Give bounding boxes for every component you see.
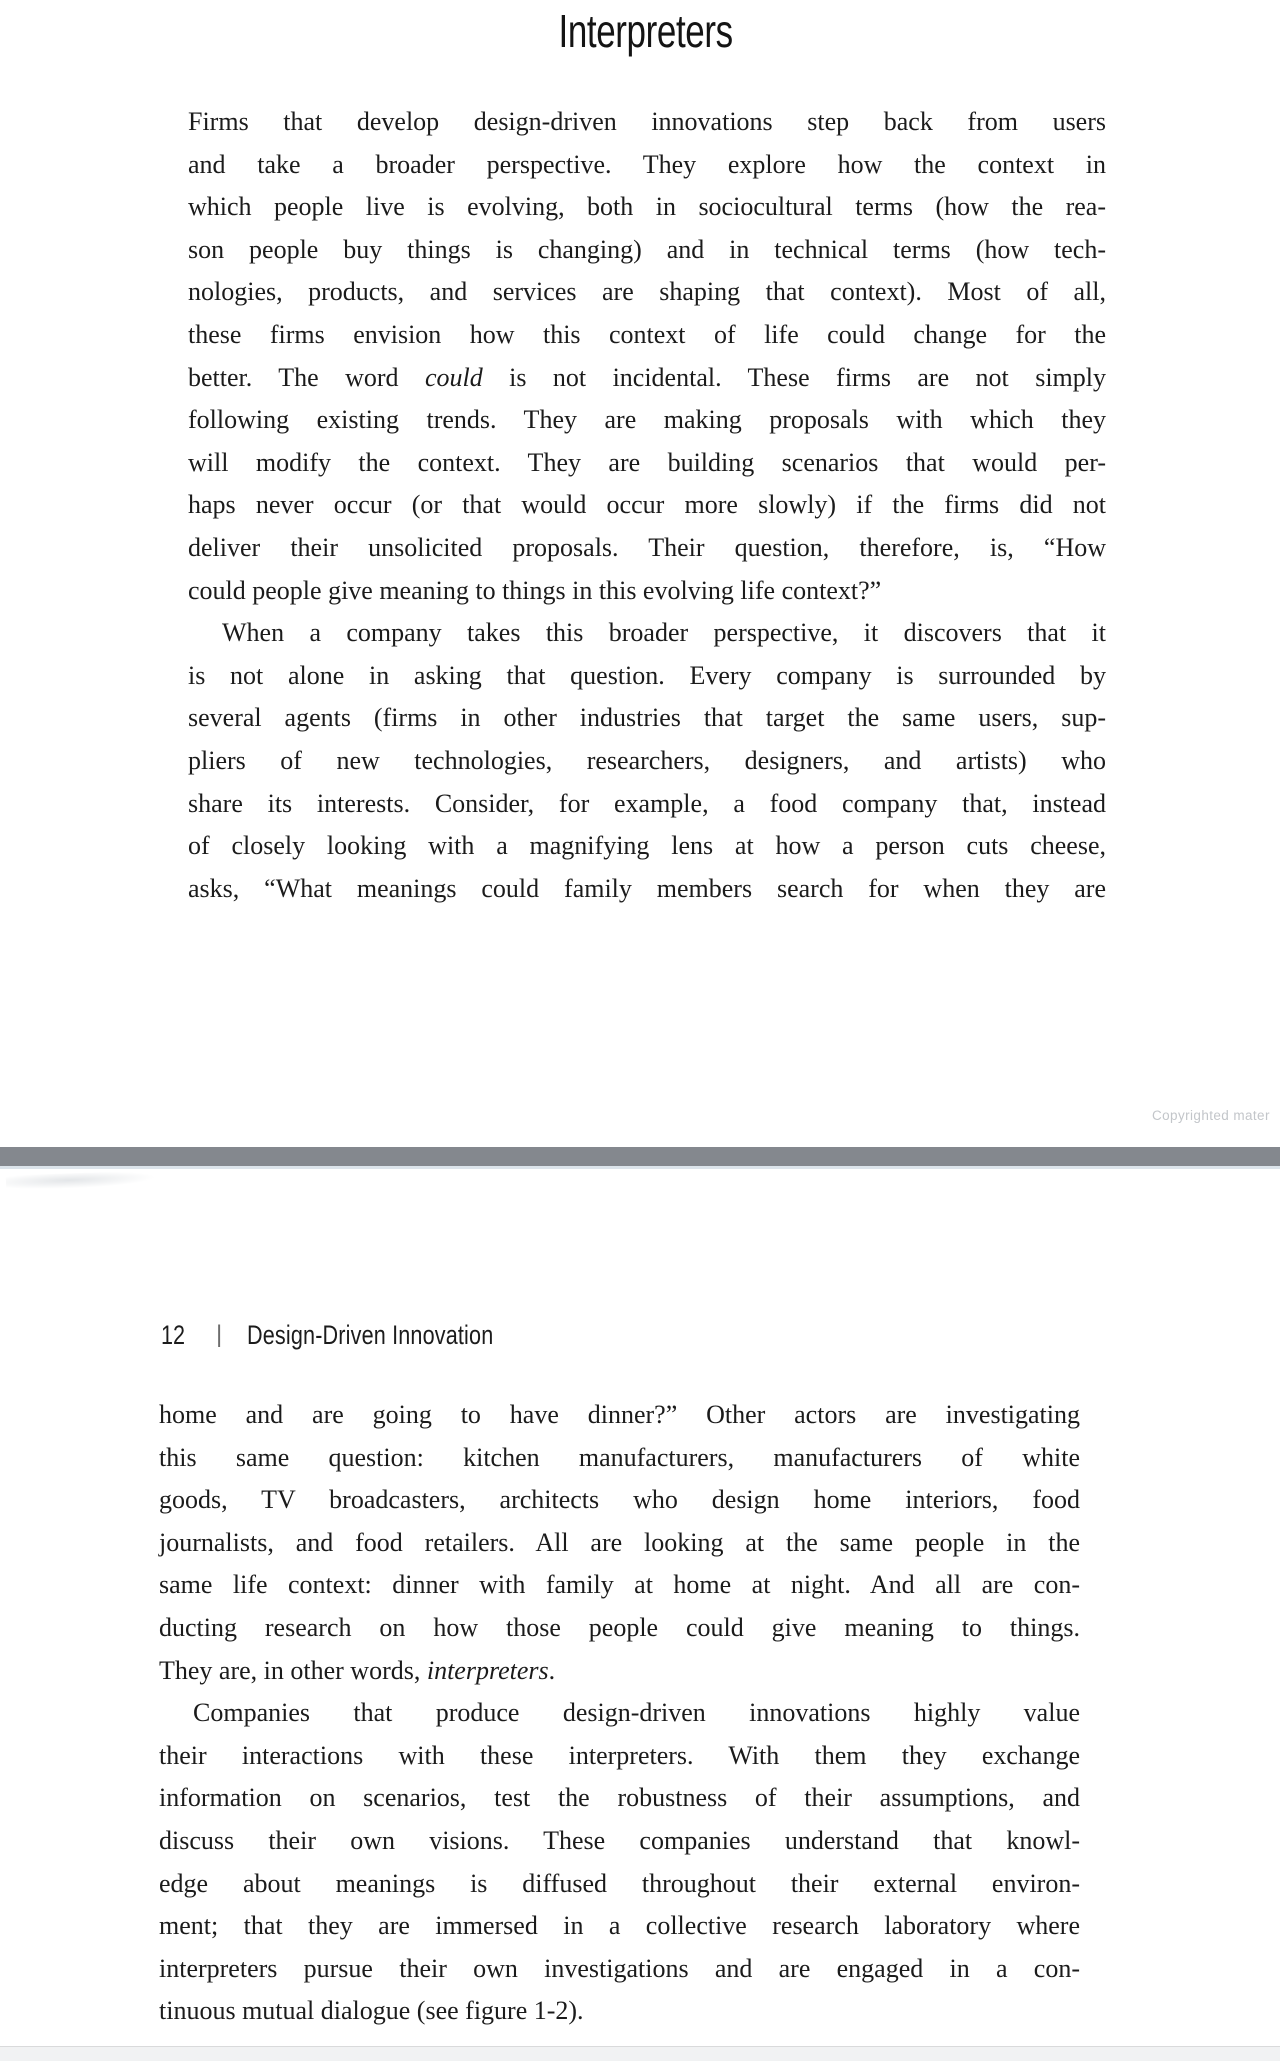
text-line: Companies that produce design-driven innovations highly value	[193, 1698, 1080, 1728]
page-divider-bar	[0, 1147, 1280, 1169]
italic-word: could	[424, 362, 483, 392]
text-line: discuss their own visions. These companies understand that knowl-	[159, 1825, 1080, 1855]
text-line	[159, 1650, 1080, 1693]
text-line: is not alone in asking that question. Every company is surrounded by	[188, 660, 1106, 690]
text-line: this same question: kitchen manufacturers, manufacturers of white	[159, 1442, 1080, 1472]
text-line: pliers of new technologies, researchers, designers, and artists) who	[188, 745, 1106, 775]
text-line: which people live is evolving, both in sociocultural terms (how the rea-	[188, 192, 1106, 222]
header-separator: |	[216, 1321, 223, 1348]
text-line: ducting research on how those people could give meaning to things.	[159, 1612, 1080, 1642]
text-line: son people buy things is changing) and in technical terms (how tech-	[188, 234, 1106, 264]
text-line: interpreters pursue their own investigations and are engaged in a con-	[159, 1953, 1080, 1983]
page1-text-column	[188, 101, 1106, 910]
text-line: asks, “What meanings could family members search for when they are	[188, 873, 1106, 903]
text-line: goods, TV broadcasters, architects who design home interiors, food	[159, 1485, 1080, 1515]
text-segment: better. The word	[188, 362, 425, 392]
copyright-watermark: Copyrighted mater	[1152, 1108, 1270, 1123]
italic-word: interpreters	[426, 1655, 549, 1685]
text-line: home and are going to have dinner?” Other actors are investigating	[159, 1400, 1080, 1429]
text-line: information on scenarios, test the robustness of their assumptions, and	[159, 1783, 1080, 1813]
text-line: and take a broader perspective. They explore how the context in	[188, 149, 1106, 179]
text-line: Firms that develop design-driven innovations step back from users	[188, 107, 1106, 136]
running-header	[159, 1318, 859, 1354]
text-line: of closely looking with a magnifying lens at how a person cuts cheese,	[188, 831, 1106, 861]
text-line	[188, 357, 1106, 400]
text-line: edge about meanings is diffused throughout their external environ-	[159, 1868, 1080, 1898]
page-number: 12	[161, 1320, 186, 1350]
text-line: journalists, and food retailers. All are looking at the same people in the	[159, 1527, 1080, 1557]
text-line: several agents (firms in other industries that target the same users, sup-	[188, 703, 1106, 733]
chapter-title	[186, 6, 1106, 68]
text-line: these firms envision how this context of life could change for the	[188, 319, 1106, 349]
text-line: haps never occur (or that would occur more slowly) if the firms did not	[188, 490, 1106, 520]
text-line: could people give meaning to things in this evolving life context?”	[188, 575, 882, 605]
text-line: their interactions with these interpreters. With them they exchange	[159, 1740, 1080, 1770]
chapter-title-text: Interpreters	[558, 5, 734, 57]
text-segment: is not incidental. These firms are not simply	[482, 362, 1106, 392]
page2-text-column	[159, 1394, 1080, 2033]
text-line: ment; that they are immersed in a collective research laboratory where	[159, 1911, 1080, 1941]
book-page-bottom	[0, 1169, 1280, 2046]
running-title: Design-Driven Innovation	[247, 1320, 494, 1350]
bottom-ui-strip	[0, 2046, 1280, 2061]
text-line: following existing trends. They are making proposals with which they	[188, 405, 1106, 435]
text-line: will modify the context. They are building scenarios that would per-	[188, 447, 1106, 477]
text-line: same life context: dinner with family at home at night. And all are con-	[159, 1570, 1080, 1600]
text-line: When a company takes this broader perspective, it discovers that it	[222, 618, 1106, 648]
text-segment: .	[548, 1655, 556, 1685]
text-line: nologies, products, and services are shaping that context). Most of all,	[188, 277, 1106, 307]
text-segment: They are, in other words,	[159, 1655, 427, 1685]
text-line: tinuous mutual dialogue (see figure 1-2).	[159, 1996, 584, 2026]
text-line: share its interests. Consider, for example, a food company that, instead	[188, 788, 1106, 818]
text-line: deliver their unsolicited proposals. Their question, therefore, is, “How	[188, 532, 1106, 562]
